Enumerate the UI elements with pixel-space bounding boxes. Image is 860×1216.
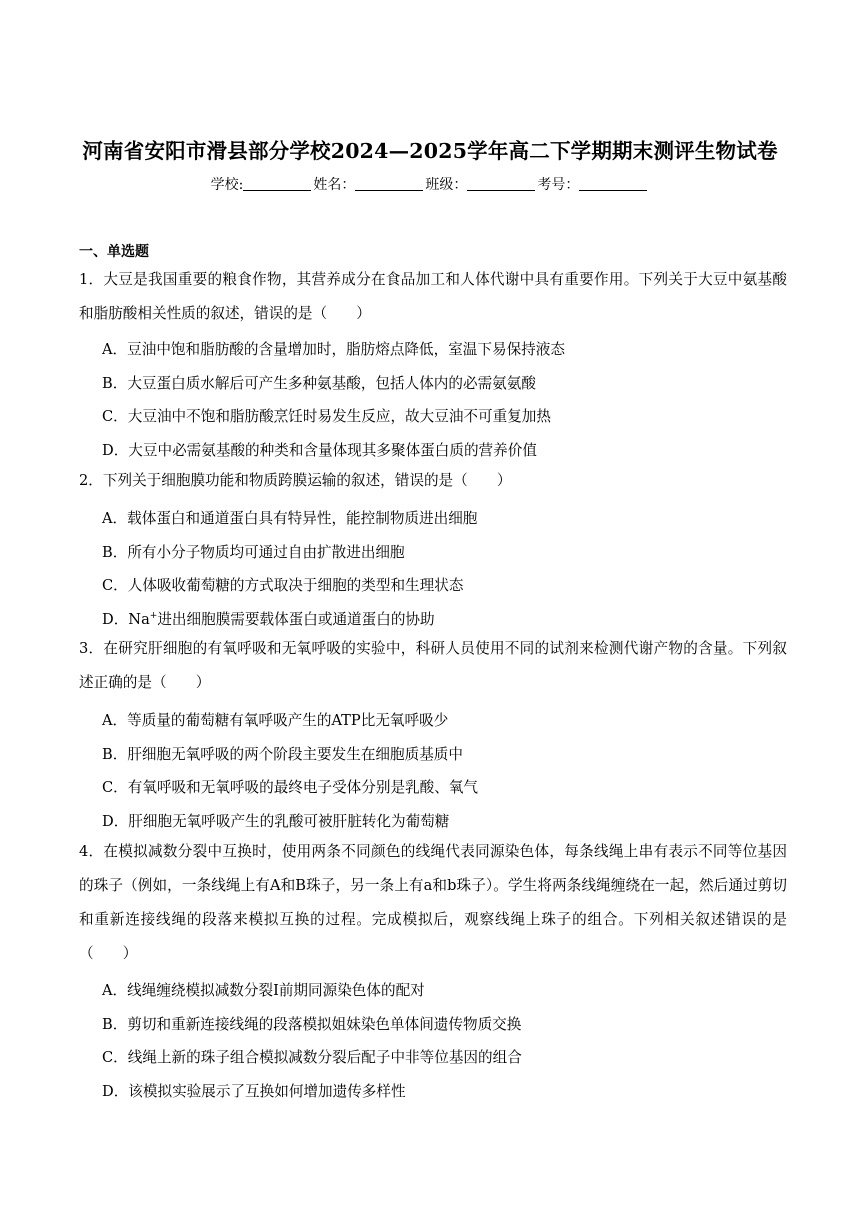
question-1-option-a: A．豆油中饱和脂肪酸的含量增加时，脂肪熔点降低，室温下易保持液态 xyxy=(102,341,565,358)
question-4-option-b: B．剪切和重新连接线绳的段落模拟姐妹染色单体间遗传物质交换 xyxy=(102,1016,522,1033)
sodium-charge-superscript: + xyxy=(149,611,158,621)
name-blank xyxy=(355,176,423,191)
question-1-option-d: D．大豆中必需氨基酸的种类和含量体现其多聚体蛋白质的营养价值 xyxy=(102,442,537,459)
name-field xyxy=(313,174,425,194)
exam-no-field xyxy=(537,174,649,194)
question-4-option-c: C．线绳上新的珠子组合模拟减数分裂后配子中非等位基因的组合 xyxy=(102,1049,522,1066)
exam-no-label: 考号： xyxy=(537,177,580,193)
question-2-option-b: B．所有小分子物质均可通过自由扩散进出细胞 xyxy=(102,544,405,561)
question-2-option-d xyxy=(102,608,435,629)
class-blank xyxy=(467,176,535,191)
question-2-stem: 2．下列关于细胞膜功能和物质跨膜运输的叙述，错误的是（ ） xyxy=(79,472,512,489)
question-4-option-d: D．该模拟实验展示了互换如何增加遗传多样性 xyxy=(102,1083,406,1100)
question-1-option-b: B．大豆蛋白质水解后可产生多种氨基酸，包括人体内的必需氨氨酸 xyxy=(102,375,536,392)
school-blank xyxy=(243,176,311,191)
question-1-option-c: C．大豆油中不饱和脂肪酸烹饪时易发生反应，故大豆油不可重复加热 xyxy=(102,408,551,425)
question-3-option-d: D．肝细胞无氧呼吸产生的乳酸可被肝脏转化为葡萄糖 xyxy=(102,813,450,830)
school-field xyxy=(211,174,314,194)
class-label: 班级： xyxy=(425,177,468,193)
question-4-option-a: A．线绳缠绕模拟减数分裂Ⅰ前期同源染色体的配对 xyxy=(102,982,425,999)
question-3-option-b: B．肝细胞无氧呼吸的两个阶段主要发生在细胞质基质中 xyxy=(102,746,463,763)
question-1-stem: 1．大豆是我国重要的粮食作物，其营养成分在食品加工和人体代谢中具有重要作用。下列关于大豆中氨基酸和脂肪酸相关性质的叙述，错误的是（ ） xyxy=(79,271,787,322)
class-field xyxy=(425,174,537,194)
school-label: 学校: xyxy=(210,177,244,193)
question-2-option-d-text: 进出细胞膜需要载体蛋白或通道蛋白的协助 xyxy=(157,611,435,628)
question-2-option-d-prefix: D．Na xyxy=(102,611,150,628)
question-2-option-c: C．人体吸收葡萄糖的方式取决于细胞的类型和生理状态 xyxy=(102,577,464,594)
question-3-option-c: C．有氧呼吸和无氧呼吸的最终电子受体分别是乳酸、氧气 xyxy=(102,779,479,796)
exam-no-blank xyxy=(579,176,647,191)
section-heading: 一、单选题 xyxy=(79,244,149,260)
question-4-stem: 4．在模拟减数分裂中互换时，使用两条不同颜色的线绳代表同源染色体，每条线绳上串有表示不同等位基因的珠子（例如，一条线绳上有A和B珠子，另一条上有a和b珠子）。学生将两条线绳缠绕在一起，然后通过剪切和重新连接线绳的段落来模拟互换的过程。完成模拟后，观察线绳上珠子的组合。下列相关叙述错误的是（ ） xyxy=(79,843,787,962)
question-2-option-a: A．载体蛋白和通道蛋白具有特异性，能控制物质进出细胞 xyxy=(102,510,478,527)
question-3-stem: 3．在研究肝细胞的有氧呼吸和无氧呼吸的实验中，科研人员使用不同的试剂来检测代谢产物的含量。下列叙述正确的是（ ） xyxy=(79,640,787,691)
name-label: 姓名： xyxy=(313,177,356,193)
student-info-line xyxy=(0,174,860,194)
exam-title: 河南省安阳市滑县部分学校2024—2025学年高二下学期期末测评生物试卷 xyxy=(82,139,778,163)
question-3-option-a: A．等质量的葡萄糖有氧呼吸产生的ATP比无氧呼吸少 xyxy=(102,712,449,729)
